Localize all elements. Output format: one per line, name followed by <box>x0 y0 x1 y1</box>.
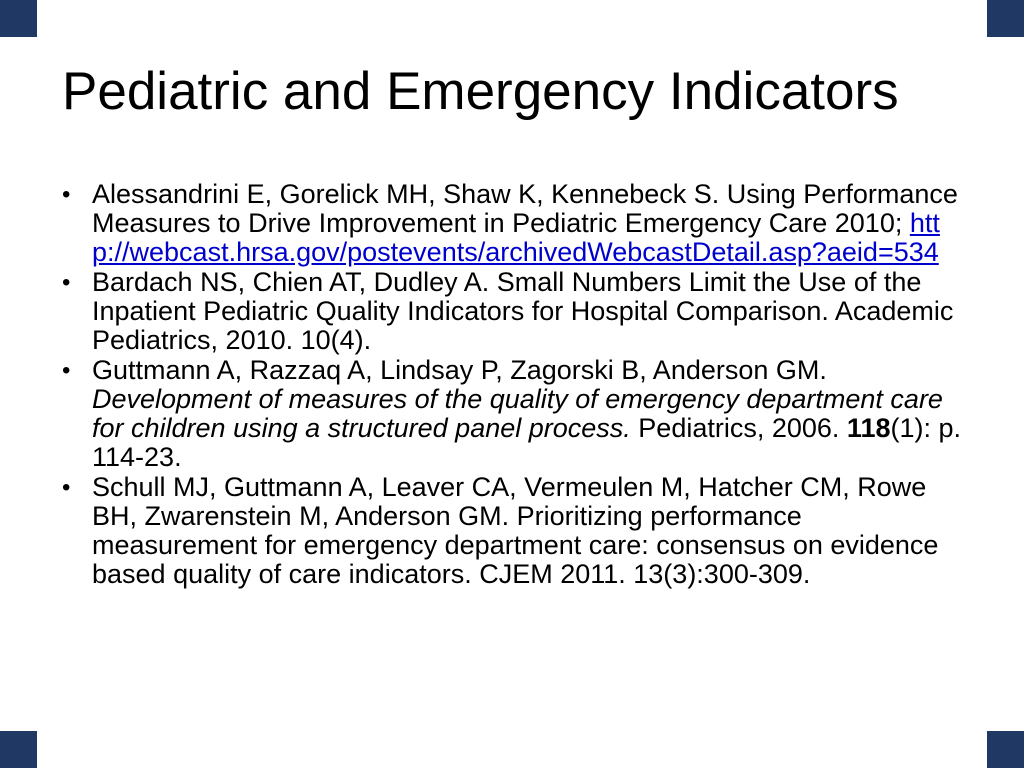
bullet-segment: Schull MJ, Guttmann A, Leaver CA, Vermeulen M, Hatcher CM, Rowe BH, Zwarenstein M, Anderson GM. Prioritizing performance measurement for emergency department care: consensus on evidence based quality of care indicators. CJEM 2011. 13(3):300-309. <box>92 472 939 589</box>
bullet-dot: • <box>62 181 71 208</box>
corner-decoration-top-right <box>987 0 1024 37</box>
corner-decoration-bottom-left <box>0 731 37 768</box>
bullet-item <box>62 473 964 589</box>
corner-decoration-top-left <box>0 0 37 37</box>
bullet-text <box>92 268 964 355</box>
bullet-list <box>62 180 964 590</box>
bullet-text <box>92 356 964 472</box>
bullet-item <box>62 356 964 472</box>
bullet-segment: Guttmann A, Razzaq A, Lindsay P, Zagorski B, Anderson GM. <box>92 355 827 385</box>
bullet-segment: (1): p. 114-23. <box>92 413 962 472</box>
bullet-segment: Pediatrics, 2006. <box>630 413 847 443</box>
bullet-item <box>62 268 964 355</box>
bullet-text <box>92 473 964 589</box>
bullet-segment: Development of measures of the quality of emergency department care for children using a structured panel process. <box>92 384 943 443</box>
bullet-dot: • <box>62 269 71 296</box>
bullet-item <box>62 180 964 267</box>
bullet-dot: • <box>62 474 71 501</box>
bullet-segment: 118 <box>846 413 891 443</box>
bullet-dot: • <box>62 357 71 384</box>
reference-link[interactable]: http://webcast.hrsa.gov/postevents/archivedWebcastDetail.asp?aeid=534 <box>92 208 940 267</box>
slide-title: Pediatric and Emergency Indicators <box>62 62 899 121</box>
corner-decoration-bottom-right <box>987 731 1024 768</box>
bullet-text <box>92 180 964 267</box>
bullet-segment: Alessandrini E, Gorelick MH, Shaw K, Kennebeck S. Using Performance Measures to Drive Improvement in Pediatric Emergency Care 2010; <box>92 179 958 238</box>
bullet-segment: Bardach NS, Chien AT, Dudley A. Small Numbers Limit the Use of the Inpatient Pediatric Quality Indicators for Hospital Comparison. Academic Pediatrics, 2010. 10(4). <box>92 267 954 355</box>
